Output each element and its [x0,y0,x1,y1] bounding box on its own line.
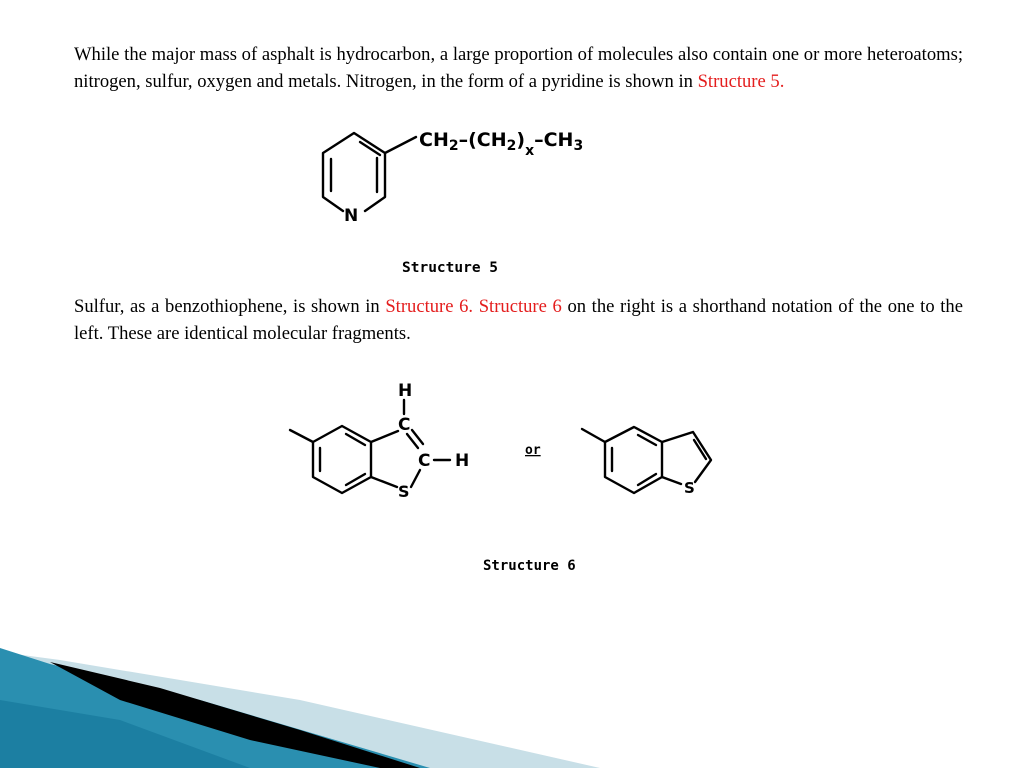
hydrogen-top-label: H [398,381,413,401]
structure-5-caption: Structure 5 [402,260,499,276]
or-label: or [525,443,541,458]
paragraph-sulfur-text-1: Sulfur, as a benzothiophene, is shown in [74,296,386,317]
decorative-corner-bands [0,648,600,768]
structure-6-shorthand-molecule [582,427,711,497]
structure-5-molecule [323,129,583,276]
carbon-right-label: C [418,451,431,471]
paragraph-nitrogen-text: While the major mass of asphalt is hydrocarbon, a large proportion of molecules also contain one or more heteroatoms; nitrogen, sulfur, oxygen and metals. Nitrogen, in the form of a pyridine is shown in [74,44,963,92]
structure-6-reference-1: Structure 6. [385,296,474,317]
carbon-top-label: C [398,415,411,435]
structure-6-expanded-molecule [290,381,469,501]
sulfur-right-label: S [684,479,695,497]
paragraph-sulfur-text-2: on the right is a shorthand notation of the one to the left. These are identical molecular fragments. [74,296,963,344]
pyridine-nitrogen-label: N [344,206,359,226]
sulfur-left-label: S [398,482,410,501]
structure-6-reference-2: Structure 6 [478,296,562,317]
alkyl-chain-formula: $CH_2-(CH_2)_x-CH_3$ [419,129,584,159]
structure-6-caption: Structure 6 [483,558,576,574]
hydrogen-right-label: H [455,451,470,471]
structure-5-reference: Structure 5. [697,70,785,92]
benzothiophene-expanded-bonds [290,400,450,493]
pyridine-ring [323,133,416,211]
